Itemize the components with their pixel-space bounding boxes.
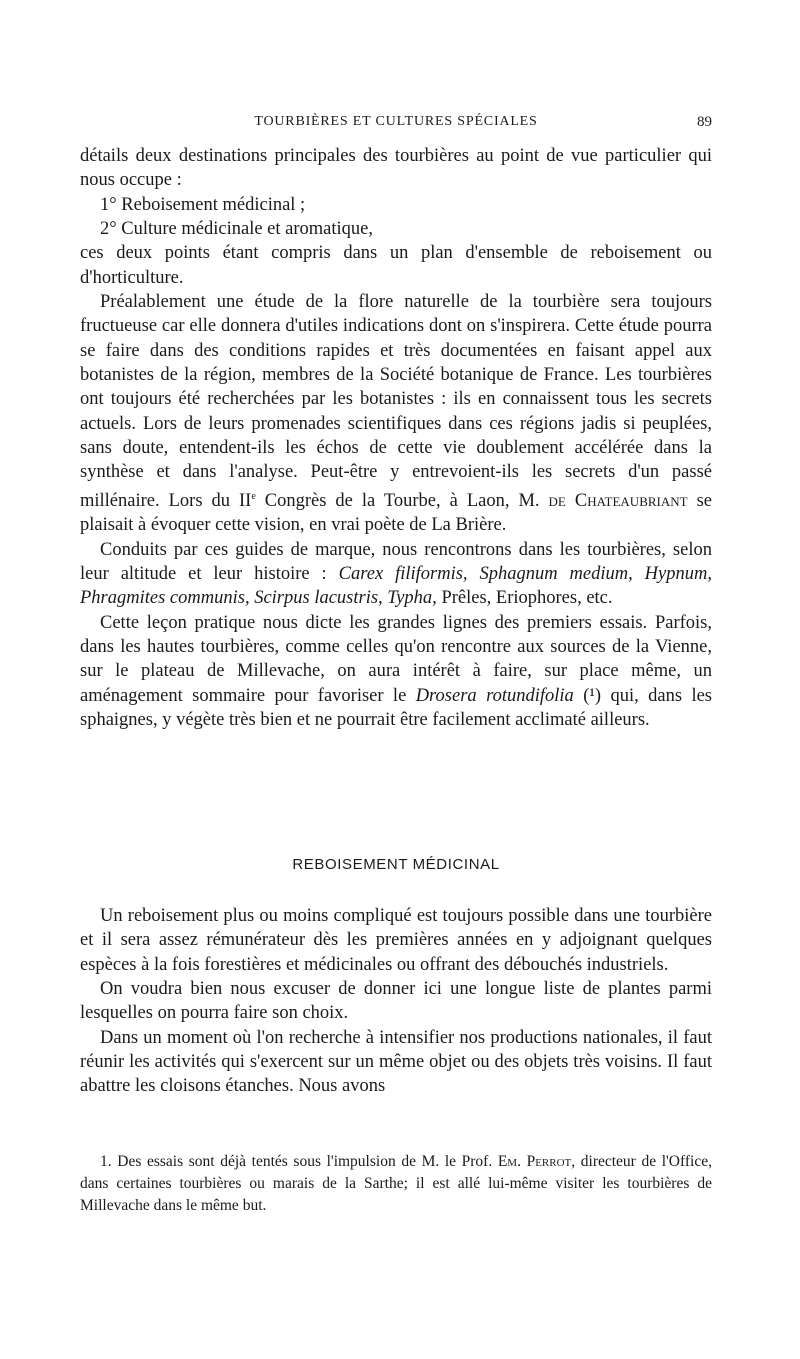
footnote-ref: (¹) bbox=[583, 685, 602, 706]
paragraph-lesson-text-a: Cette leçon pratique nous dicte les grandes lignes des premiers essais. Parfois, dans les hautes tourbières, comme celles qu'on rencontre aux sources de la Vienne, sur le plateau de Millevache, on aura intérêt à faire, sur place même, un aménagement sommaire pour favoriser le bbox=[80, 612, 712, 706]
running-head bbox=[80, 114, 712, 138]
paragraph-species-text-a: Conduits par ces guides de marque, nous rencontrons dans les tourbières, selon leur altitude et leur histoire : bbox=[80, 539, 712, 584]
paragraph-species bbox=[80, 538, 712, 611]
section-heading: REBOISEMENT MÉDICINAL bbox=[292, 856, 500, 873]
paragraph-flore bbox=[80, 290, 712, 538]
footnote-text bbox=[80, 1151, 712, 1217]
paragraph-species-text-b: Prêles, Eriophores, etc. bbox=[436, 588, 613, 609]
species-list: Carex filiformis, Sphagnum medium, Hypnum, Phragmites communis, Scirpus lacustris, Typha, bbox=[80, 564, 712, 609]
species-drosera: Drosera rotundifolia bbox=[415, 685, 574, 706]
person-name: Chateaubriant bbox=[574, 490, 688, 511]
list-item-1: 1° Reboisement médicinal ; bbox=[100, 194, 306, 215]
section-paragraph-2: On voudra bien nous excuser de donner ici une longue liste de plantes parmi lesquelles on pourra faire son choix. bbox=[80, 979, 712, 1024]
footnote bbox=[80, 1151, 712, 1217]
footnote-person: Em. Perrot bbox=[497, 1153, 572, 1170]
page-number: 89 bbox=[697, 114, 712, 130]
list-item-2: 2° Culture médicinale et aromatique, bbox=[100, 219, 373, 240]
running-title: TOURBIÈRES ET CULTURES SPÉCIALES bbox=[254, 114, 538, 129]
paragraph-flore-text-c: se plaisait à évoquer cette vision, en vrai poète de La Brière. bbox=[80, 490, 712, 536]
paragraph-lesson-text-b: qui, dans les sphaignes, y végète très bien et ne pourrait être facilement acclimaté ailleurs. bbox=[80, 685, 713, 731]
section-text bbox=[80, 904, 712, 1099]
footnote-text-b: , directeur de l'Office, dans certaines tourbières ou marais de la Sarthe; il est allé lui-même visiter les tourbières de Millevache dans le même but. bbox=[80, 1153, 712, 1214]
person-particle: de bbox=[548, 490, 566, 511]
paragraph-flore-text-a: Préalablement une étude de la flore naturelle de la tourbière sera toujours fructueuse car elle donnera d'utiles indications dont on s'inspirera. Cette étude pourra se faire dans des conditions rapides et très documentées en faisant appel aux botanistes de la région, membres de la Société botanique de France. Les tourbières ont toujours été recherchées par les botanistes : ils en connaissent tous les secrets actuels. Lors de leurs promenades scientifiques dans ces régions jadis si peuplées, sans doute, entendent-ils les échos de cette vie doublement accélérée dans la synthèse et dans l'analyse. Peut-être y entrevoient-ils les secrets d'un passé millénaire. Lors du II bbox=[80, 292, 712, 511]
footnote-text-a: 1. Des essais sont déjà tentés sous l'impulsion de M. le Prof. bbox=[100, 1153, 498, 1170]
paragraph-intro-end: ces deux points étant compris dans un plan d'ensemble de reboisement ou d'horticulture. bbox=[80, 243, 712, 288]
paragraph-lesson bbox=[80, 611, 712, 733]
section-paragraph-3: Dans un moment où l'on recherche à intensifier nos productions nationales, il faut réunir les activités qui s'exercent sur un même objet ou des objets très voisins. Il faut abattre les cloisons étanches. Nous avons bbox=[80, 1027, 712, 1097]
paragraph-intro: détails deux destinations principales des tourbières au point de vue particulier qui nous occupe : bbox=[80, 146, 712, 191]
body-text bbox=[80, 144, 712, 732]
ordinal-suffix: e bbox=[251, 490, 256, 502]
paragraph-flore-text-b: Congrès de la Tourbe, à Laon, M. bbox=[255, 490, 549, 511]
section-paragraph-1: Un reboisement plus ou moins compliqué est toujours possible dans une tourbière et il sera assez rémunérateur dès les premières années en y adjoignant quelques espèces à la fois forestières et médicinales ou offrant des débouchés industriels. bbox=[80, 906, 712, 975]
